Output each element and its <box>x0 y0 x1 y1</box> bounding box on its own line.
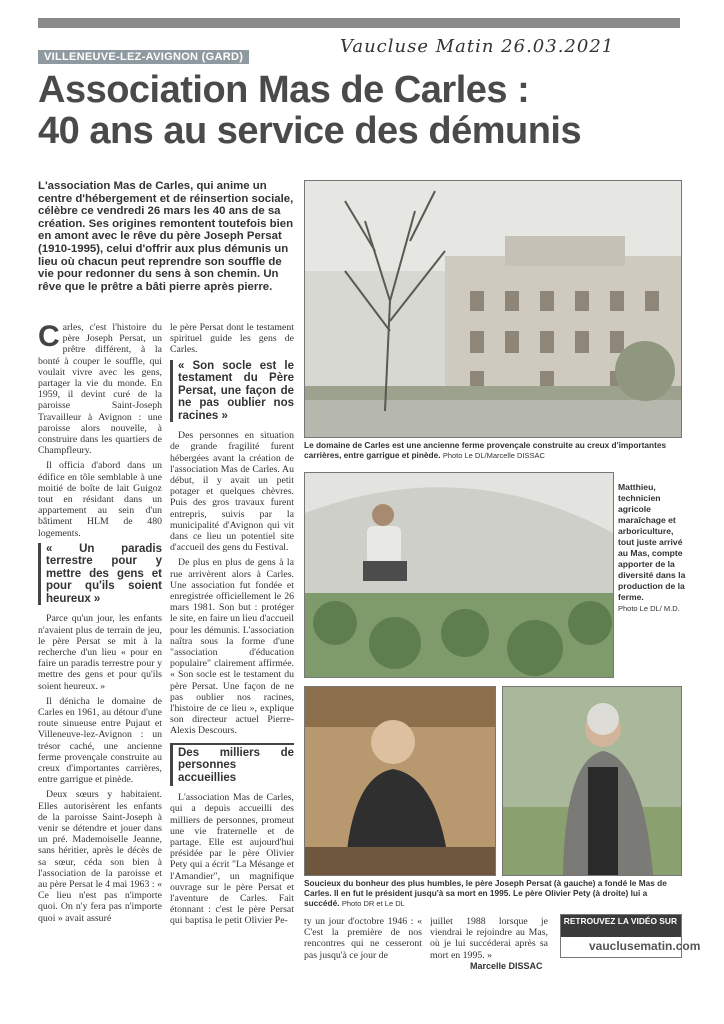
promo-label: RETROUVEZ LA VIDÉO SUR <box>561 915 681 937</box>
drop-cap: C <box>38 322 60 353</box>
pety-portrait-illustration <box>503 687 681 875</box>
col1-paragraph-4: Il dénicha le domaine de Carles en 1961, au détour d'une route sinueuse entre Pujaut et Villeneuve-lez-Avignon : un trésor caché, une ancienne ferme provençale construite au creux d'importantes carrières, entre garrigue et pinède. <box>38 695 162 786</box>
article-column-1 <box>38 322 162 982</box>
author-signature: Marcelle DISSAC <box>470 961 543 971</box>
caption-photo-3-text: Soucieux du bonheur des plus humbles, le père Joseph Persat (à gauche) a fondé le Mas de Carles. Il en fut le président jusqu'à sa mort en 1995. Le père Olivier Pety (à droite) lui a succédé. <box>304 878 667 908</box>
section-subhead: Des milliers de personnes accueillies <box>170 743 294 787</box>
persat-portrait-illustration <box>305 687 495 875</box>
article-column-4 <box>430 916 548 960</box>
photo-joseph-persat <box>304 686 496 876</box>
pull-quote-1: « Un paradis terrestre pour y mettre des gens et pour qu'ils soient heureux » <box>38 543 162 606</box>
article-column-3 <box>304 916 422 976</box>
greenhouse-illustration <box>305 473 613 677</box>
photo-farmhouse <box>304 180 682 438</box>
col4-paragraph-1: juillet 1988 lorsque je viendrai le rejoindre au Mas, où je lui succéderai après sa mort en 1995. » <box>430 916 548 960</box>
col1-paragraph-3: Parce qu'un jour, les enfants n'avaient plus de terrain de jeu, le père Persat se mit à la recherche d'un lieu « pour en faire un paradis terrestre pour y mettre des gens et pour qu'ils soient heureux. » <box>38 613 162 692</box>
caption-photo-3 <box>304 878 680 909</box>
title-line-2: 40 ans au service des démunis <box>38 110 582 152</box>
promo-site-link[interactable]: vauclusematin.com <box>589 939 701 953</box>
col1-paragraph-5: Deux sœurs y habitaient. Elles autorisèrent les enfants de la paroisse Saint-Joseph à venir se détendre et jouer dans un pré. Mademoiselle Jeanne, sans héritier, après le décès de sa sœur, céda son bien à l'association de la paroisse et au père Persat le 4 mai 1963 : « Ce lieu n'est pas n'importe quoi. On n'y fera pas n'importe quoi » avait assuré <box>38 789 162 924</box>
article-lead: L'association Mas de Carles, qui anime un centre d'hébergement et de réinsertion sociale, célèbre ce vendredi 26 mars les 40 ans de sa création. Ses origines remontent toutefois bien en amont avec le rêve du père Joseph Persat (1910-1995), celui d'offrir aux plus démunis un lieu où chacun peut reprendre son souffle de vie pour redonner du sens à son chemin. Un rêve que le prêtre a bâti pierre après pierre. <box>38 180 294 293</box>
article-title <box>38 70 688 152</box>
col2-paragraph-4: L'association Mas de Carles, qui a depuis accueilli des milliers de personnes, promeut une vie fraternelle et de partage. Elle est aujourd'hui présidée par le père Olivier Pety qui a écrit "La Mésange et l'Amandier", un magnifique ouvrage sur le père Persat et l'aventure de Carles. Fait étonnant : c'est le père Persat qui baptisa le petit Olivier Pe- <box>170 792 294 927</box>
pull-quote-2: « Son socle est le testament du Père Persat, une façon de ne pas oublier nos racines » <box>170 360 294 423</box>
caption-photo-1-credit: Photo Le DL/Marcelle DISSAC <box>442 451 545 460</box>
col1-paragraph-1: arles, c'est l'histoire du père Joseph Persat, un prêtre différent, à la bonté à couper le souffle, qui voulait vivre avec les gens, partager la vie du monde. En 1959, il devint curé de la paroisse Saint-Joseph Travailleur à Avignon : une paroisse alors nouvelle, à construire dans les quartiers de Champfleury. <box>38 322 162 457</box>
photo-olivier-pety <box>502 686 682 876</box>
caption-photo-1-text: Le domaine de Carles est une ancienne ferme provençale construite au creux d'importantes carrières, entre garrigue et pinède. <box>304 440 667 460</box>
farmhouse-illustration <box>305 181 681 437</box>
col2-paragraph-2: Des personnes en situation de grande fragilité furent hébergées avant la création de l'association Mas de Carles. Au début, il y avait un petit potager et quelques chèvres. Puis des gros travaux furent entrepris, suivis par la municipalité d'Avignon qui vit dans ce lieu un potentiel site d'accueil des gens du Festival. <box>170 430 294 554</box>
photo-greenhouse <box>304 472 614 678</box>
handwritten-note: Vaucluse Matin 26.03.2021 <box>340 36 615 57</box>
location-kicker: VILLENEUVE-LEZ-AVIGNON (GARD) <box>38 50 249 64</box>
caption-photo-1 <box>304 440 680 461</box>
top-rule <box>38 18 680 28</box>
col2-paragraph-1: le père Persat dont le testament spirituel guide les gens de Carles. <box>170 322 294 356</box>
caption-photo-2 <box>618 482 690 614</box>
col1-paragraph-2: Il officia d'abord dans un édifice en tôle semblable à une moitié de boîte de lait Guigoz tout en résidant dans un appartement au sein d'un bâtiment HLM de 480 logements. <box>38 460 162 539</box>
caption-photo-2-text: Matthieu, technicien agricole maraîchage et arboriculture, tout juste arrivé au Mas, compte apporter de la diversité dans la production de la ferme. <box>618 482 686 602</box>
caption-photo-2-credit: Photo Le DL/ M.D. <box>618 604 680 613</box>
article-column-2 <box>170 322 294 982</box>
col2-paragraph-3: De plus en plus de gens à la rue arrivèrent alors à Carles. Une association fut fondée et enregistrée officiellement le 26 mars 1981. Son but : protéger le site, en faire un lieu d'accueil pour les démunis. L'association naîtra sous la forme d'une "association d'éducation populaire" clairement affirmée. « Son socle est le testament du père Persat. Une façon de ne pas oublier nos racines, l'histoire de ce lieu », explique son directeur actuel Pierre-Alexis Descours. <box>170 557 294 737</box>
title-line-1: Association Mas de Carles : <box>38 69 530 111</box>
col3-paragraph-1: ty un jour d'octobre 1946 : « C'est la première de nos rencontres qui ne cesseront pas jusqu'à ce jour de <box>304 916 422 961</box>
caption-photo-3-credit: Photo DR et Le DL <box>341 899 405 908</box>
video-promo-box[interactable] <box>560 914 701 958</box>
